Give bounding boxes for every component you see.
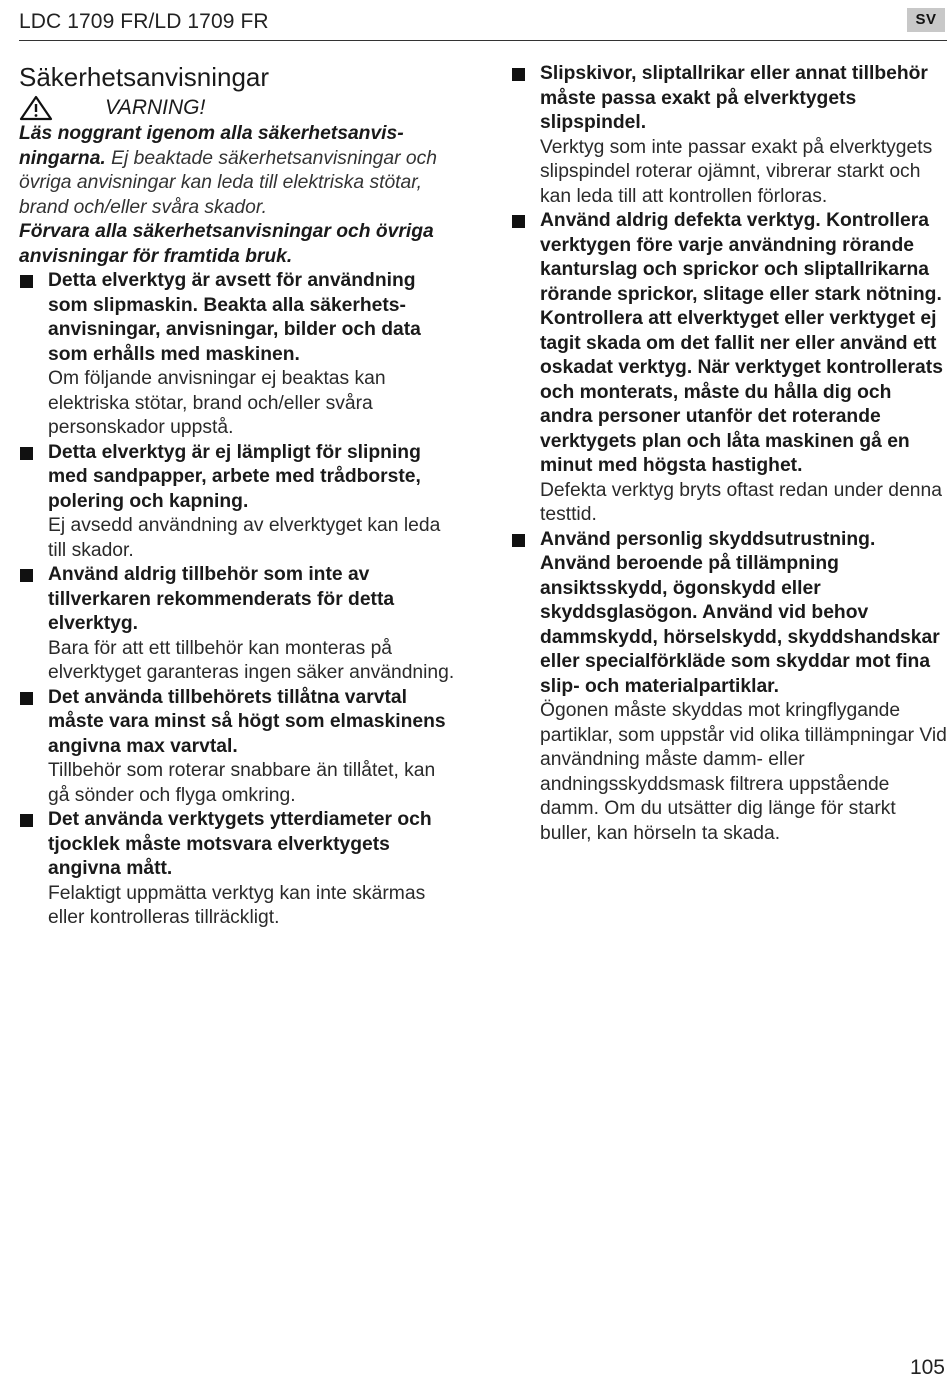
item-normal-text: Ögonen måste skyddas mot kringflygande partiklar, som uppstår vid olika tillämpningar Vid användning måste damm- eller andningsskyddsmask filtrera uppstående damm. Om du utsätter dig länge för starkt buller, kan hörseln ta skada.	[540, 700, 947, 844]
intro-bold-keep: Förvara alla säkerhetsanvisningar och övriga anvisningar för framtida bruk.	[19, 221, 434, 267]
item-normal-text: Felaktigt uppmätta verktyg kan inte skärmas eller kontrolleras tillräckligt.	[48, 882, 426, 928]
section-heading: Säkerhetsanvisningar	[19, 62, 270, 92]
right-column	[511, 62, 947, 846]
item-bold-text: Använd personlig skyddsutrustning. Använd beroende på tillämpning ansiktsskydd, ögonskydd eller skyddsglasögon. Använd vid behov dammskydd, hörselskydd, skyddshandskar eller specialförkläde som skyddar mot fina slip- och materialpartiklar.	[540, 528, 940, 697]
item-normal-text: Om följande anvisningar ej beaktas kan elektriska stötar, brand och/eller svåra personskador uppstå.	[48, 368, 386, 438]
language-badge: SV	[907, 8, 945, 32]
warning-triangle-icon	[19, 95, 53, 121]
item-bold-text: Slipskivor, sliptallrikar eller annat tillbehör måste passa exakt på elverktygets slipspindel.	[540, 63, 928, 133]
item-bold-text: Det använda verktygets ytterdiameter och tjocklek måste motsvara elverktygets angivna mått.	[48, 809, 432, 879]
bullet-square-icon	[20, 447, 33, 460]
item-bold-text: Använd aldrig tillbehör som inte av tillverkaren rekommenderats för detta elverktyg.	[48, 564, 395, 634]
list-item	[19, 808, 457, 931]
list-item	[511, 209, 947, 528]
bullet-square-icon	[512, 215, 525, 228]
left-column	[19, 62, 457, 931]
document-header-title: LDC 1709 FR/LD 1709 FR	[19, 10, 269, 33]
bullet-square-icon	[20, 692, 33, 705]
intro-bold-read: Läs noggrant igenom alla säkerhetsanvis- ningarna.	[19, 123, 404, 169]
warning-label: VARNING!	[105, 95, 206, 119]
bullet-square-icon	[20, 569, 33, 582]
list-item	[19, 563, 457, 686]
item-normal-text: Bara för att ett tillbehör kan monteras på elverktyget garanteras ingen säker användning.	[48, 637, 455, 683]
warning-line	[19, 94, 457, 122]
item-normal-text: Verktyg som inte passar exakt på elverktygets slipspindel roterar ojämnt, vibrerar starkt och kan leda till att kontrollen förloras.	[540, 136, 933, 207]
header-divider	[19, 40, 947, 41]
intro-consequence: Ej beaktade säkerhetsanvisningar och övriga anvisningar kan leda till elektriska stötar, brand och/eller svåra skador.	[19, 147, 437, 218]
bullet-square-icon	[512, 534, 525, 547]
item-bold-text: Detta elverktyg är ej lämpligt för slipning med sandpapper, arbete med trådborste, polering och kapning.	[48, 441, 421, 512]
item-normal-text: Defekta verktyg bryts oftast redan under denna testtid.	[540, 479, 942, 525]
item-normal-text: Tillbehör som roterar snabbare än tillåtet, kan gå sönder och flyga omkring.	[48, 760, 436, 806]
page-number: 105	[909, 1356, 945, 1379]
item-normal-text: Ej avsedd användning av elverktyget kan leda till skador.	[48, 515, 441, 561]
item-bold-text: Använd aldrig defekta verktyg. Kontrollera verktygen före varje användning rörande kanturslag och sprickor och sliptallrikarna rörande sprickor, slitage eller stark nötning. Kontrollera att elverktyget eller verktyget ej tagit skada om det fallit ner eller använd ett oskadat verktyg. När verktyget kontrollerats och monterats, måste du hålla dig och andra personer utanför det roterande verktygets plan och låta maskinen gå en minut med högsta hastighet.	[540, 210, 943, 476]
list-item	[19, 686, 457, 809]
list-item	[19, 441, 457, 564]
item-bold-text: Detta elverktyg är avsett för användning som slipmaskin. Beakta alla säkerhets- anvisningar, anvisningar, bilder och data som erhålls med maskinen.	[48, 270, 421, 365]
intro-text	[19, 122, 457, 269]
list-item	[511, 528, 947, 847]
bullet-square-icon	[20, 275, 33, 288]
list-item	[511, 62, 947, 209]
list-item	[19, 269, 457, 441]
bullet-square-icon	[20, 814, 33, 827]
item-bold-text: Det använda tillbehörets tillåtna varvtal måste vara minst så högt som elmaskinens angivna max varvtal.	[48, 686, 446, 757]
bullet-square-icon	[512, 68, 525, 81]
